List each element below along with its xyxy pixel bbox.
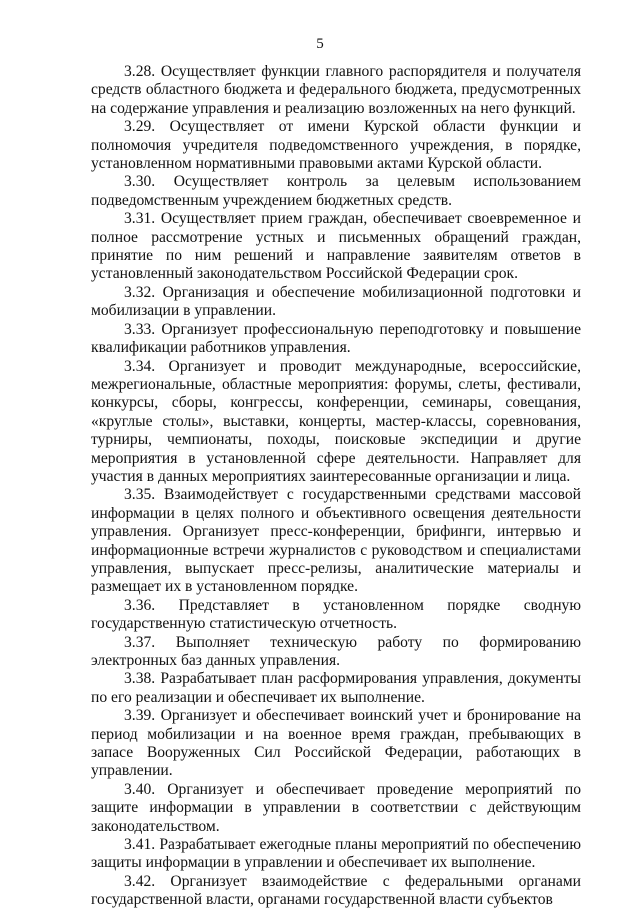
paragraph-3-40: 3.40. Организует и обеспечивает проведение мероприятий по защите информации в управлении в соответствии с действующим законодательством. <box>91 780 581 835</box>
paragraph-3-32: 3.32. Организация и обеспечение мобилизационной подготовки и мобилизации в управлении. <box>91 283 581 320</box>
paragraph-3-37: 3.37. Выполняет техническую работу по формированию электронных баз данных управления. <box>91 633 581 669</box>
paragraph-3-29: 3.29. Осуществляет от имени Курской области функции и полномочия учредителя подведомственного учреждения, в порядке, установленном нормативными правовыми актами Курской области. <box>91 118 581 173</box>
page-number: 5 <box>316 36 324 52</box>
paragraph-3-33: 3.33. Организует профессиональную переподготовку и повышение квалификации работников управления. <box>91 320 581 357</box>
paragraph-3-28: 3.28. Осуществляет функции главного распорядителя и получателя средств областного бюджета и федерального бюджета, предусмотренных на содержание управления и реализацию возложенных на него функций. <box>91 63 581 117</box>
paragraph-3-39: 3.39. Организует и обеспечивает воинский учет и бронирование на период мобилизации и на военное время граждан, пребывающих в запасе Вооруженных Сил Российской Федерации, работающих в управлении. <box>91 707 581 780</box>
document-body <box>91 63 581 910</box>
paragraph-3-35: 3.35. Взаимодействует с государственными средствами массовой информации в целях полного и объективного освещения деятельности управления. Организует пресс-конференции, брифинги, интервью и информационные встречи журналистов с руководством и специалистами управления, выпускает пресс-релизы, аналитические материалы и размещает их в установленном порядке. <box>91 486 581 596</box>
paragraph-3-34: 3.34. Организует и проводит международные, всероссийские, межрегиональные, областные мероприятия: форумы, слеты, фестивали, конкурсы, сборы, конгрессы, конференции, семинары, совещания, «круглые столы», выставки, концерты, мастер-классы, соревнования, турниры, чемпионаты, походы, поисковые экспедиции и другие мероприятия в установленной сфере деятельности. Направляет для участия в данных мероприятиях заинтересованные организации и лица. <box>91 357 581 485</box>
paragraph-3-36: 3.36. Представляет в установленном порядке сводную государственную статистическую отчетность. <box>91 596 581 633</box>
paragraph-3-42: 3.42. Организует взаимодействие с федеральными органами государственной власти, органами государственной власти субъектов <box>91 872 581 909</box>
paragraph-3-41: 3.41. Разрабатывает ежегодные планы мероприятий по обеспечению защиты информации в управлении и обеспечивает их выполнение. <box>91 836 581 872</box>
paragraph-3-30: 3.30. Осуществляет контроль за целевым использованием подведомственным учреждением бюджетных средств. <box>91 173 581 209</box>
paragraph-3-31: 3.31. Осуществляет прием граждан, обеспечивает своевременное и полное рассмотрение устных и письменных обращений граждан, принятие по ним решений и направление заявителям ответов в установленный законодательством Российской Федерации срок. <box>91 210 581 283</box>
paragraph-3-38: 3.38. Разрабатывает план расформирования управления, документы по его реализации и обеспечивает их выполнение. <box>91 670 581 706</box>
